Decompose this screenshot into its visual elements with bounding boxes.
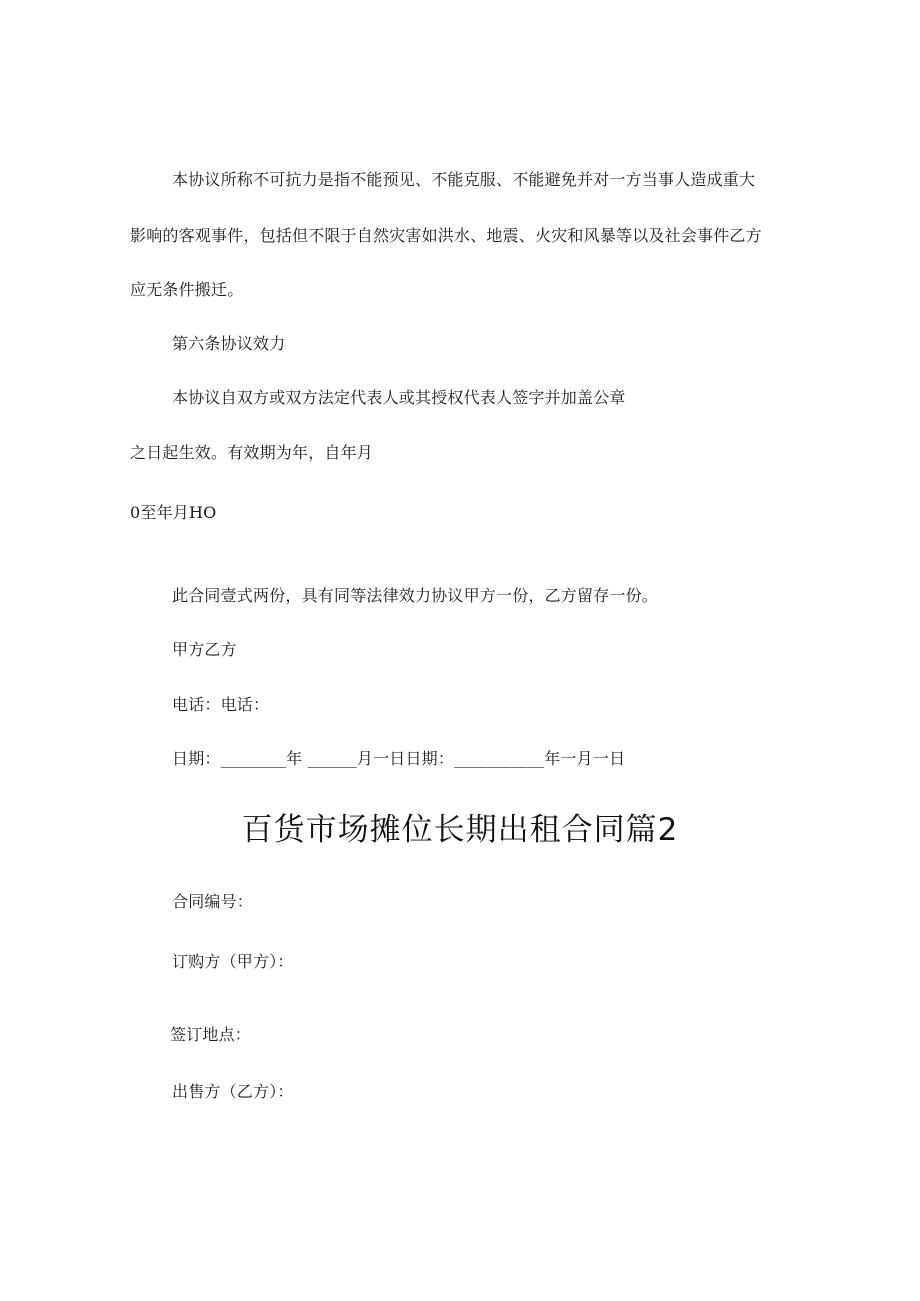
buyer-label: 订购方（甲方）： (172, 952, 294, 971)
contract-number-label: 合同编号： (172, 892, 254, 911)
party-labels: 甲方乙方 (172, 640, 237, 659)
date-labels: 日期：________年 ______月一日日期：___________年一月一日 (172, 749, 626, 768)
paragraph-validity-1: 本协议自双方或双方法定代表人或其授权代表人签字并加盖公章 (172, 388, 626, 407)
paragraph-force-majeure-3: 应无条件搬迁。 (130, 280, 244, 299)
signing-location-label: 签订地点： (170, 1025, 252, 1044)
paragraph-force-majeure-1: 本协议所称不可抗力是指不能预见、不能克服、不能避免并对一方当事人造成重大 (172, 170, 756, 189)
paragraph-force-majeure-2: 影响的客观事件，包括但不限于自然灾害如洪水、地震、火灾和风暴等以及社会事件乙方 (130, 226, 762, 245)
paragraph-validity-2: 之日起生效。有效期为年，自年月 (130, 443, 374, 462)
seller-label: 出售方（乙方）： (172, 1082, 294, 1101)
paragraph-copies: 此合同壹式两份，具有同等法律效力协议甲方一份，乙方留存一份。 (172, 586, 659, 605)
article-six-heading: 第六条协议效力 (172, 334, 286, 353)
paragraph-validity-3: 0至年月HO (130, 503, 217, 522)
section-title: 百货市场摊位长期出租合同篇2 (241, 812, 679, 848)
phone-labels: 电话：电话： (172, 695, 270, 714)
